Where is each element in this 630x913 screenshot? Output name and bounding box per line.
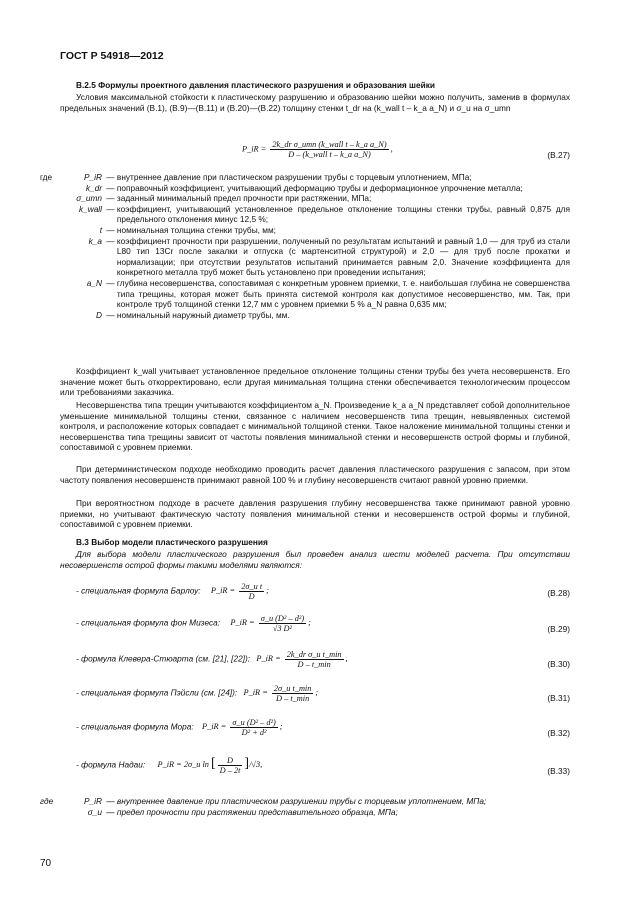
equation-b27-number: (В.27) bbox=[547, 150, 570, 160]
model-formula bbox=[243, 684, 319, 703]
equation-b27-tail: , bbox=[390, 144, 393, 154]
equation-b29-number: (В.29) bbox=[547, 624, 570, 634]
definition-symbol: σ_umn bbox=[76, 193, 102, 204]
equation-b31-number: (В.31) bbox=[547, 693, 570, 703]
paragraph-deterministic: При детерминистическом подходе необходимо проводить расчет давления пластического разрушения с запасом, при этом частоту появления несовершенств принимают равной 100 % и глубину несовершенств считают равной уровню приемки. bbox=[60, 464, 570, 485]
definition-text: номинальный наружный диаметр трубы, мм. bbox=[116, 309, 290, 320]
definition-row: P_iR — внутреннее давление при пластическом разрушении трубы с торцевым уплотнением, МПа; bbox=[60, 796, 570, 807]
model-numerator: 2σ_u t_min bbox=[273, 684, 312, 693]
model-denominator: D – t_min bbox=[297, 660, 331, 669]
model-formula-fraction bbox=[230, 718, 277, 737]
model-formula-fraction bbox=[239, 582, 264, 601]
model-denominator: √3 D² bbox=[272, 624, 293, 633]
model-barlow bbox=[76, 582, 269, 601]
definition-row: k_wall — коэффициент, учитывающий установленное предельное отклонение толщины стенки трубы, равный 0,875 для предельного отклонения минус 12,5 %; bbox=[60, 204, 570, 225]
model-denominator: D – 2t bbox=[219, 766, 241, 775]
model-numerator: σ_u (D² – d²) bbox=[232, 718, 276, 727]
equation-b27-numerator: 2k_dr σ_umn (k_wall t – k_a a_N) bbox=[272, 140, 387, 149]
section-b25-intro: Условия максимальной стойкости к пластическому разрушению и образованию шейки можно получить, заменив в формулах предельных значений (В.1), (В.9)—(В.11) и (В.20)—(В.22) толщину стенки t_dr на (k_wall t – k_a a_N) и σ_u на σ_umn bbox=[60, 92, 570, 113]
model-formula-lhs: P_iR = bbox=[202, 722, 227, 732]
equation-b27-denominator: D – (k_wall t – k_a a_N) bbox=[288, 150, 371, 159]
model-label: - специальная формула Пэйсли (см. [24]): bbox=[76, 687, 238, 698]
model-nadai bbox=[76, 756, 262, 775]
definition-text: поправочный коэффициент, учитывающий деформацию трубы и деформационное упрочнение металла; bbox=[116, 182, 523, 193]
definition-text: номинальная толщина стенки трубы, мм; bbox=[116, 224, 276, 235]
definition-text: коэффициент, учитывающий установленное предельное отклонение толщины стенки трубы, равный 0,875 для предельного отклонения минус 12,5 %; bbox=[116, 203, 570, 225]
definition-row: σ_umn — заданный минимальный предел прочности при растяжении, МПа; bbox=[60, 193, 570, 204]
model-formula-tail: ; bbox=[266, 586, 269, 596]
definition-symbol: D bbox=[96, 309, 102, 320]
model-denominator: D – t_min bbox=[276, 694, 310, 703]
paragraph-kwall: Коэффициент k_wall учитывает установленное предельное отклонение толщины стенки трубы без учета несовершенств. Его значение может быть откорректировано, если другая минимальная толщина стенки обеспечивается технологическим процессом или требованиями заказчика. bbox=[60, 366, 570, 398]
model-formula-tail: , bbox=[345, 654, 348, 664]
model-formula-lhs: P_iR = bbox=[210, 586, 236, 596]
section-title-b3: В.3 Выбор модели пластического разрушения bbox=[76, 537, 268, 547]
definition-text: предел прочности при растяжении представительного образца, МПа; bbox=[116, 806, 398, 817]
equation-b27-fraction bbox=[270, 140, 388, 159]
equation-b30-number: (В.30) bbox=[547, 659, 570, 669]
model-formula-tail: /√3, bbox=[249, 760, 263, 770]
model-formula-lhs: P_iR = bbox=[243, 688, 268, 698]
definition-row: k_a — коэффициент прочности при разрушении, полученный по результатам испытаний и равный 1,0 — для труб из стали L80 тип 13Cr после закалки и отпуска (с мартенситной структурой) и 2,0 — для труб после прокатки и нормализации; при отсутствии результатов испытаний принимается равным 2,0. Значение коэффициента для конкретного металла труб может быть установлено при проведении испытания; bbox=[60, 236, 570, 278]
model-formula-lhs: P_iR = bbox=[230, 618, 255, 628]
model-numerator: 2k_dr σ_u t_min bbox=[286, 650, 342, 659]
model-label: - специальная формула Мора: bbox=[76, 721, 194, 732]
model-formula: P_iR = 2σ_u ln [ $\frac{D}{D - 2t}$ ]/√3, bbox=[157, 756, 263, 775]
equation-b27-lhs: P_iR = bbox=[242, 144, 267, 154]
model-numerator: σ_u (D² – d²) bbox=[260, 614, 305, 623]
model-label: - специальная формула Барлоу: bbox=[76, 585, 201, 596]
section-title-b25: В.2.5 Формулы проектного давления пластического разрушения и образования шейки bbox=[76, 80, 435, 90]
section-b3-intro: Для выбора модели пластического разрушения был проведен анализ шести моделей расчета. При отсутствии несовершенств острой формы такими моделями являются: bbox=[60, 549, 570, 570]
definition-row: a_N — глубина несовершенства, сопоставимая с конкретным уровнем приемки, т. е. наибольшая глубина не совершенства типа трещины, которая может быть принята системой контроля как допустимое несовершенство, мм. Так, при контроле труб толщиной стенки 12,7 мм с уровнем приемки 5 % a_N равна 0,635 мм; bbox=[60, 278, 570, 310]
definition-row: k_dr — поправочный коэффициент, учитывающий деформацию трубы и деформационное упрочнение металла; bbox=[60, 183, 570, 194]
definitions-list-2 bbox=[40, 796, 570, 817]
model-formula bbox=[230, 614, 311, 633]
model-label: - специальная формула фон Мизеса: bbox=[76, 617, 221, 628]
definition-row: t — номинальная толщина стенки трубы, мм; bbox=[60, 225, 570, 236]
model-formula bbox=[202, 718, 283, 737]
definitions-list-1 bbox=[40, 172, 570, 320]
definition-text: заданный минимальный предел прочности при растяжении, МПа; bbox=[116, 193, 372, 204]
equation-b27 bbox=[242, 140, 393, 159]
equation-b32-number: (В.32) bbox=[547, 728, 570, 738]
model-formula bbox=[210, 582, 269, 601]
document-header: ГОСТ Р 54918—2012 bbox=[60, 50, 164, 62]
model-numerator: 2σ_u t bbox=[241, 582, 263, 591]
model-formula-tail: ; bbox=[315, 688, 319, 698]
model-formula-fraction bbox=[259, 614, 306, 633]
model-formula bbox=[256, 650, 348, 669]
equation-b28-number: (В.28) bbox=[547, 588, 570, 598]
model-clever-stewart bbox=[76, 650, 348, 669]
definition-text: глубина несовершенства, сопоставимая с конкретным уровнем приемки, т. е. наибольшая глубина не совершенства типа трещины, которая может быть принята системой контроля как допустимое несовершенство, мм. Так, при контроле труб толщиной стенки 12,7 мм с уровнем приемки 5 % a_N равна 0,635 мм; bbox=[116, 277, 570, 310]
model-mohr bbox=[76, 718, 283, 737]
model-formula-fraction bbox=[272, 684, 314, 703]
definition-symbol: k_wall bbox=[78, 203, 102, 214]
model-von-mises bbox=[76, 614, 311, 633]
definition-symbol: P_iR bbox=[84, 796, 102, 806]
page-number: 70 bbox=[40, 858, 52, 869]
model-formula-tail: ; bbox=[308, 618, 311, 628]
definition-symbol: k_dr bbox=[85, 182, 102, 193]
model-numerator: D bbox=[218, 756, 243, 766]
definition-symbol: k_a bbox=[88, 235, 102, 246]
definition-text: внутреннее давление при пластическом разрушении трубы с торцевым уплотнением, МПа; bbox=[116, 796, 487, 806]
model-denominator: D bbox=[248, 592, 255, 601]
definitions-where: где bbox=[40, 796, 54, 806]
definition-text: коэффициент прочности при разрушении, полученный по результатам испытаний и равный 1,0 — для труб из стали L80 тип 13Cr после закалки и отпуска (с мартенситной структурой) и 2,0 — для труб после прокатки и нормализации; при отсутствии результатов испытаний принимается равным 2,0. Значение коэффициента для конкретного металла труб может быть установлено при проведении испытания; bbox=[116, 235, 570, 278]
definition-symbol: a_N bbox=[86, 277, 102, 288]
definition-row: P_iR — внутреннее давление при пластическом разрушении трубы с торцевым уплотнением, МПа; bbox=[60, 172, 570, 183]
definition-row: D — номинальный наружный диаметр трубы, мм. bbox=[60, 310, 570, 321]
model-label: - формула Клеверa-Стюарта (см. [21], [22]): bbox=[76, 653, 251, 664]
definition-symbol: P_iR bbox=[84, 172, 102, 182]
equation-b33-number: (В.33) bbox=[547, 766, 570, 776]
model-formula-lhs: P_iR = bbox=[256, 654, 281, 664]
paragraph-cracks: Несовершенства типа трещин учитываются коэффициентом a_N. Произведение k_a a_N представляет собой дополнительное уменьшение минимальной толщины стенки, связанное с наличием несовершенств типа трещин, невыявленных системой контроля, и расположение которых совпадает с минимальной толщиной стенки. Такое наложение минимальной толщины стенки и несовершенства типа трещины зависит от частоты появления минимальной стенки и несовершенств острой формы и глубиной, сопоставимой с уровнем приемки. bbox=[60, 400, 570, 453]
model-formula-fraction bbox=[285, 650, 344, 669]
definition-text: внутреннее давление при пластическом разрушении трубы с торцевым уплотнением, МПа; bbox=[116, 172, 472, 182]
model-label: - формула Надаи: bbox=[76, 759, 146, 770]
definition-symbol: t bbox=[99, 224, 102, 235]
model-denominator: D² + d² bbox=[241, 728, 267, 737]
model-formula-lhs: P_iR = 2σ_u ln bbox=[157, 760, 209, 770]
definition-symbol: σ_u bbox=[87, 806, 102, 817]
model-formula-fraction bbox=[218, 756, 243, 775]
definitions-where: где bbox=[40, 172, 53, 182]
paragraph-probabilistic: При вероятностном подходе в расчете давления разрушения глубину несовершенства также принимают равной уровню приемки, но учитывают фактическую частоту появления минимальной стенки и несовершенств острой формы и глубиной, сопоставимой с уровнем приемки. bbox=[60, 498, 570, 530]
definition-row: σ_u — предел прочности при растяжении представительного образца, МПа; bbox=[60, 807, 570, 818]
model-paisley bbox=[76, 684, 318, 703]
model-formula-tail: ; bbox=[279, 722, 283, 732]
